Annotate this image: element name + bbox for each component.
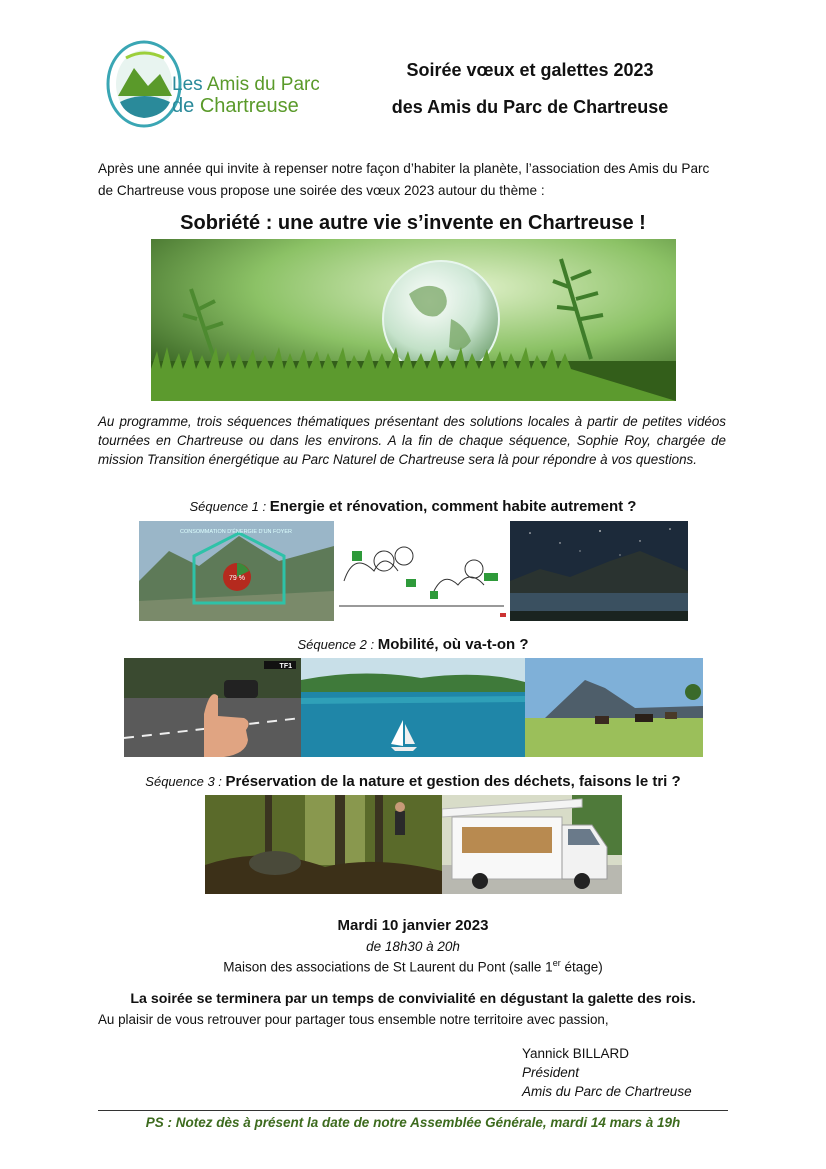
event-date: Mardi 10 janvier 2023 [337,917,489,934]
event-place-sup: er [552,958,561,968]
seq2-lake-sailboat-image [301,658,525,757]
svg-text:TF1: TF1 [279,663,292,670]
event-place [98,958,728,975]
sequence-1-heading [98,498,728,515]
hero-globe-image [151,239,676,401]
seq2-hitchhike-image [124,658,301,757]
signature-organization: Amis du Parc de Chartreuse [522,1084,692,1099]
sequence-3-title: Préservation de la nature et gestion des déchets, faisons le tri ? [225,773,681,790]
sequence-3-heading [98,773,728,790]
association-logo [104,38,319,130]
seq2-mountain-cows-image [525,658,703,757]
seq1-energy-house-image [139,521,334,621]
event-place-end: étage) [560,959,603,975]
glass-globe [383,261,499,377]
event-place-main: Maison des associations de St Laurent du Pont (salle 1 [223,959,553,975]
sequence-2-heading [98,636,728,653]
sequence-3-label: Séquence 3 : [145,774,226,789]
svg-text:de Chartreuse: de Chartreuse [172,95,299,117]
sequence-1-label: Séquence 1 : [189,499,270,514]
seq3-market-van-image [442,795,622,894]
postscript-note: PS : Notez dès à présent la date de notre Assemblée Générale, mardi 14 mars à 19h [145,1115,681,1130]
seq1-night-lake-image [510,521,688,621]
signature-role: Président [522,1065,580,1080]
svg-text:79 %: 79 % [229,575,245,582]
page-title-line2: des Amis du Parc de Chartreuse [391,97,669,117]
closing-note: La soirée se terminera par un temps de convivialité en dégustant la galette des rois. [130,991,696,1007]
sequence-1-title: Energie et rénovation, comment habite autrement ? [269,498,637,515]
seq1-sketch-image [334,521,510,621]
svg-text:CONSOMMATION D'ÉNERGIE D'UN FO: CONSOMMATION D'ÉNERGIE D'UN FOYER [179,529,293,535]
footer-divider [98,1110,728,1111]
event-time: de 18h30 à 20h [366,939,460,954]
page-title-line1: Soirée vœux et galettes 2023 [406,60,654,80]
signature-name: Yannick BILLARD [522,1046,630,1061]
intro-paragraph: Après une année qui invite à repenser notre façon d’habiter la planète, l’association des Amis du Parc de Chartreuse vous propose une soirée des vœux 2023 autour du thème : [98,161,710,198]
sequence-2-title: Mobilité, où va-t-on ? [377,636,529,653]
svg-text:Les Amis du Parc: Les Amis du Parc [172,74,319,95]
sequence-2-label: Séquence 2 : [297,637,378,652]
farewell-line: Au plaisir de vous retrouver pour partager tous ensemble notre territoire avec passion, [98,1012,609,1027]
logo-lake [120,96,170,118]
theme-heading: Sobriété : une autre vie s’invente en Chartreuse ! [180,212,646,234]
programme-paragraph: Au programme, trois séquences thématiques présentant des solutions locales à partir de petites vidéos tournées en Chartreuse ou dans les environs. A la fin de chaque séquence, Sophie Roy, chargée de mission Transition énergétique au Parc Naturel de Chartreuse sera là pour répondre à vos questions. [98,414,726,467]
seq3-forest-image [205,795,442,894]
